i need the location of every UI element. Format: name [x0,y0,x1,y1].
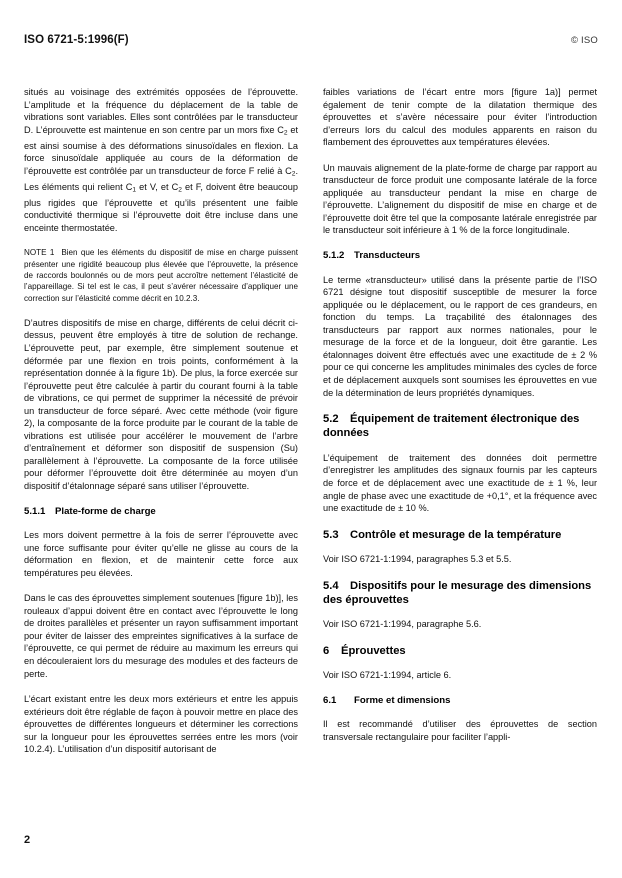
heading-title: Contrôle et mesurage de la température [350,528,562,541]
body-columns [24,86,598,806]
right-column [323,86,597,806]
heading-title: Équipement de traitement électronique des données [323,413,580,440]
page-number: 2 [24,834,31,846]
paragraph-alternative-devices: D’autres dispositifs de mise en charge, différents de celui décrit ci-dessus, peuvent être employés à titre de solution de rechange. L’éprouvette peut, par exemple, être simplement soutenue et déformée par une flexion en trois points, conformément à la représentation donnée à la figure 1b). De plus, la force exercée sur l’éprouvette peut être calculée à partir du courant fourni à la table de vibrations, ce qui permet de supprimer la nécessité de prévoir un transducteur de force séparé. Avec cette méthode (voir figure 2), la composante de la force produite par le courant de la table de vibrations est utilisée pour accélérer le mouvement de l’arbre d’entraînement et déformer son dispositif de suspension (Su) parallèlement à l’éprouvette. La composante de la force utilisée pour déformer l’éprouvette doit être déterminée au moyen d’un dispositif d’étalonnage séparé sans utiliser l’éprouvette. [24,317,298,491]
heading-number: 5.1.2 [323,250,345,262]
heading-title: Transducteurs [354,250,421,262]
heading-5-4 [323,579,597,608]
copyright-notice: © ISO [570,35,598,46]
heading-6 [323,644,597,658]
heading-5-3 [323,528,597,542]
heading-number: 5.2 [323,413,339,426]
paragraph-data-processing: L’équipement de traitement des données doit permettre d’enregistrer les amplitudes des signaux fournis par les capteurs de force et de déplacement avec une exactitude de ± 1 %, leur angle de phase avec une exactitude de +0,1°, et la fréquence avec une exactitude de ± 10 %. [323,452,597,514]
heading-6-1 [323,695,597,708]
running-head [24,34,598,50]
heading-5-1-1 [24,506,298,519]
heading-title: Dispositifs pour le mesurage des dimensions des éprouvettes [323,579,592,606]
heading-title: Plate-forme de charge [55,505,156,517]
paragraph-specimen-shape: Il est recommandé d’utiliser des éprouvettes de section transversale rectangulaire pour faciliter l’appli- [323,719,597,743]
note-text: Bien que les éléments du dispositif de mise en charge puissent présenter une rigidité beaucoup plus élevée que l’éprouvette, la présence de raccords boulonnés ou de mors peut accroître nettement l’élasticité de l’appareillage. Si tel est le cas, il peut s’avérer nécessaire d’appliquer une correction sur l’élasticité comme décrit en 10.2.3. [24,248,299,303]
note-label: NOTE 1 [24,248,55,258]
heading-title: Éprouvettes [341,644,406,657]
heading-number: 6.1 [323,694,337,706]
left-column [24,86,298,806]
heading-5-2 [323,412,597,441]
heading-number: 5.1.1 [24,505,46,517]
reference-5-4: Voir ISO 6721-1:1994, paragraphe 5.6. [323,619,482,630]
reference-5-3: Voir ISO 6721-1:1994, paragraphes 5.3 et 5.5. [323,554,512,565]
paragraph-span-adjustment: L’écart existant entre les deux mors extérieurs et entre les appuis extérieurs doit être réglable de façon à pouvoir mettre en place des éprouvettes de différentes longueurs et déterminer les corrections sur la longueur pour les éprouvettes serrées entre les mors (voir 10.2.4). L’utilisation d’un dispositif autorisant de [24,694,298,755]
heading-number: 5.3 [323,528,339,541]
note-1-rigidity [24,247,298,303]
paragraph-loading-device: situés au voisinage des extrémités opposées de l’éprouvette. L’amplitude et la fréquence du déplacement de la table de vibrations sont variables. Elles sont contrôlées par le transducteur D. L’éprouvette est maintenue en son centre par un mors fixe $C_2$ et est ainsi soumise à des déformations sinusoïdales en flexion. La force sinusoïdale appliquée au cours de la déformation de l’éprouvette est contrôlée par un transducteur de force F relié à $C_2$. Les éléments qui relient $C_1$ et V, et $C_2$ et F, doivent être beaucoup plus rigides que l’éprouvette et qu’ils présentent une faible conductivité thermique si l’éprouvette doit être incluse dans une enceinte thermostatée. [24,87,298,233]
document-reference: ISO 6721-5:1996(F) [24,34,129,46]
heading-5-1-2 [323,250,597,263]
reference-6: Voir ISO 6721-1:1994, article 6. [323,670,452,681]
heading-title: Forme et dimensions [354,694,451,706]
paragraph-thermal-expansion: faibles variations de l’écart entre mors [figure 1a)] permet également de tenir compte de la dilatation thermique des éprouvettes et s’avère nécessaire pour éviter l’introduction d’erreurs lors du calcul des modules apparents en raison du flambement des éprouvettes aux températures élevées. [323,87,597,148]
paragraph-clamps: Les mors doivent permettre à la fois de serrer l’éprouvette avec une force suffisante pour éviter qu’elle ne glisse au cours de la déformation en flexion, et de maintenir cette force aux températures peu élevées. [24,530,298,578]
paragraph-misalignment: Un mauvais alignement de la plate-forme de charge par rapport au transducteur de force produit une composante latérale de la force appliquée au transducteur pendant la mise en charge de l’éprouvette. L’alignement du dispositif de mise en charge et de l’éprouvette doit être tel que la composante latérale enregistrée par le transducteur soit inférieure à 1 % de la force longitudinale. [323,162,597,236]
paragraph-supported-specimens: Dans le cas des éprouvettes simplement soutenues [figure 1b)], les rouleaux d’appui doivent être en contact avec l’éprouvette le long de droites parallèles et présenter un rayon suffisamment important pour éviter de laisser des empreintes significatives à la surface de l’éprouvette, ce qui permet de réduire au maximum les erreurs qui en découleraient lors du mesurage des modules et des facteurs de perte. [24,593,298,679]
heading-number: 5.4 [323,579,339,592]
paragraph-transducer-definition: Le terme «transducteur» utilisé dans la présente partie de l’ISO 6721 désigne tout dispositif susceptible de mesurer la force appliquée ou le déplacement, ou le rapport de ces grandeurs, en fonction du temps. La traçabilité des étalonnages des transducteurs par rapport aux normes nationales, pour le mesurage de la force et de la longueur, doit être garantie. Les étalonnages doivent être effectués avec une exactitude de ± 2 % pour ce qui concerne les amplitudes minimales des cycles de force et de déplacement auxquels sont soumises les éprouvettes en vue de la détermination de leurs propriétés dynamiques. [323,274,597,398]
heading-number: 6 [323,644,330,657]
